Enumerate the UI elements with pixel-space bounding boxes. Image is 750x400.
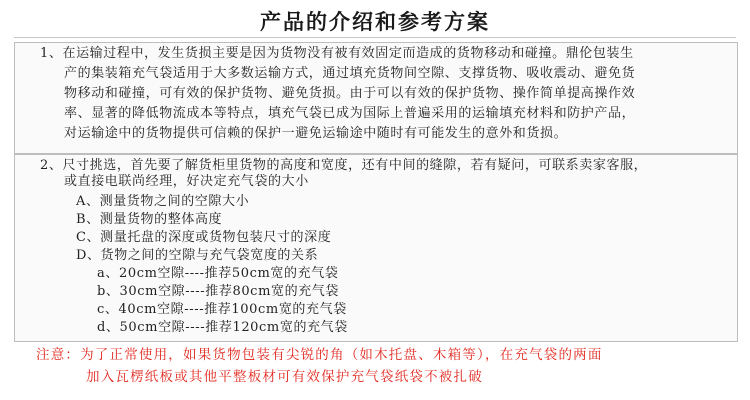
section-1-line: 对运输途中的货物提供可信赖的保护一避免运输途中随时有可能发生的意外和货损。 [64, 126, 568, 141]
measure-item-c: C、测量托盘的深度或货物包装尺寸的深度 [76, 230, 332, 245]
size-recommendation-c: c、40cm空隙----推荐100cm宽的充气袋 [97, 302, 347, 317]
size-recommendation-b: b、30cm空隙----推荐80cm宽的充气袋 [97, 284, 339, 299]
section-1-line: 产的集装箱充气袋适用于大多数运输方式，通过填充货物间空隙、支撑货物、吸收震动、避免货 [64, 66, 636, 81]
section-2-intro-line: 2、尺寸挑选，首先要了解货柜里货物的高度和宽度，还有中间的缝隙，若有疑问，可联系卖家客服， [40, 158, 648, 173]
measure-item-b: B、测量货物的整体高度 [76, 212, 223, 227]
section-1-line: 物移动和碰撞，可有效的保护货物、避免货损。由于可以有效的保护货物、操作简单提高操作效 [64, 86, 636, 101]
size-recommendation-d: d、50cm空隙----推荐120cm宽的充气袋 [97, 320, 348, 335]
measure-item-a: A、测量货物之间的空隙大小 [76, 194, 250, 209]
section-1-line: 率、显著的降低物流成本等特点，填充气袋已成为国际上普遍采用的运输填充材料和防护产品， [64, 106, 636, 121]
measure-item-d: D、货物之间的空隙与充气袋宽度的关系 [76, 248, 319, 263]
section-1-line: 1、在运输过程中，发生货损主要是因为货物没有被有效固定而造成的货物移动和碰撞。鼎伦包装生 [40, 46, 634, 61]
page-title: 产品的介绍和参考方案 [260, 9, 490, 34]
title-divider [14, 37, 736, 38]
size-recommendation-a: a、20cm空隙----推荐50cm宽的充气袋 [97, 266, 339, 281]
warning-note-line: 加入瓦楞纸板或其他平整板材可有效保护充气袋纸袋不被扎破 [86, 369, 483, 385]
section-2-intro-line: 或直接电联尚经理，好决定充气袋的大小 [64, 174, 309, 189]
warning-note-line: 注意：为了正常使用，如果货物包装有尖锐的角（如木托盘、木箱等），在充气袋的两面 [36, 347, 603, 363]
